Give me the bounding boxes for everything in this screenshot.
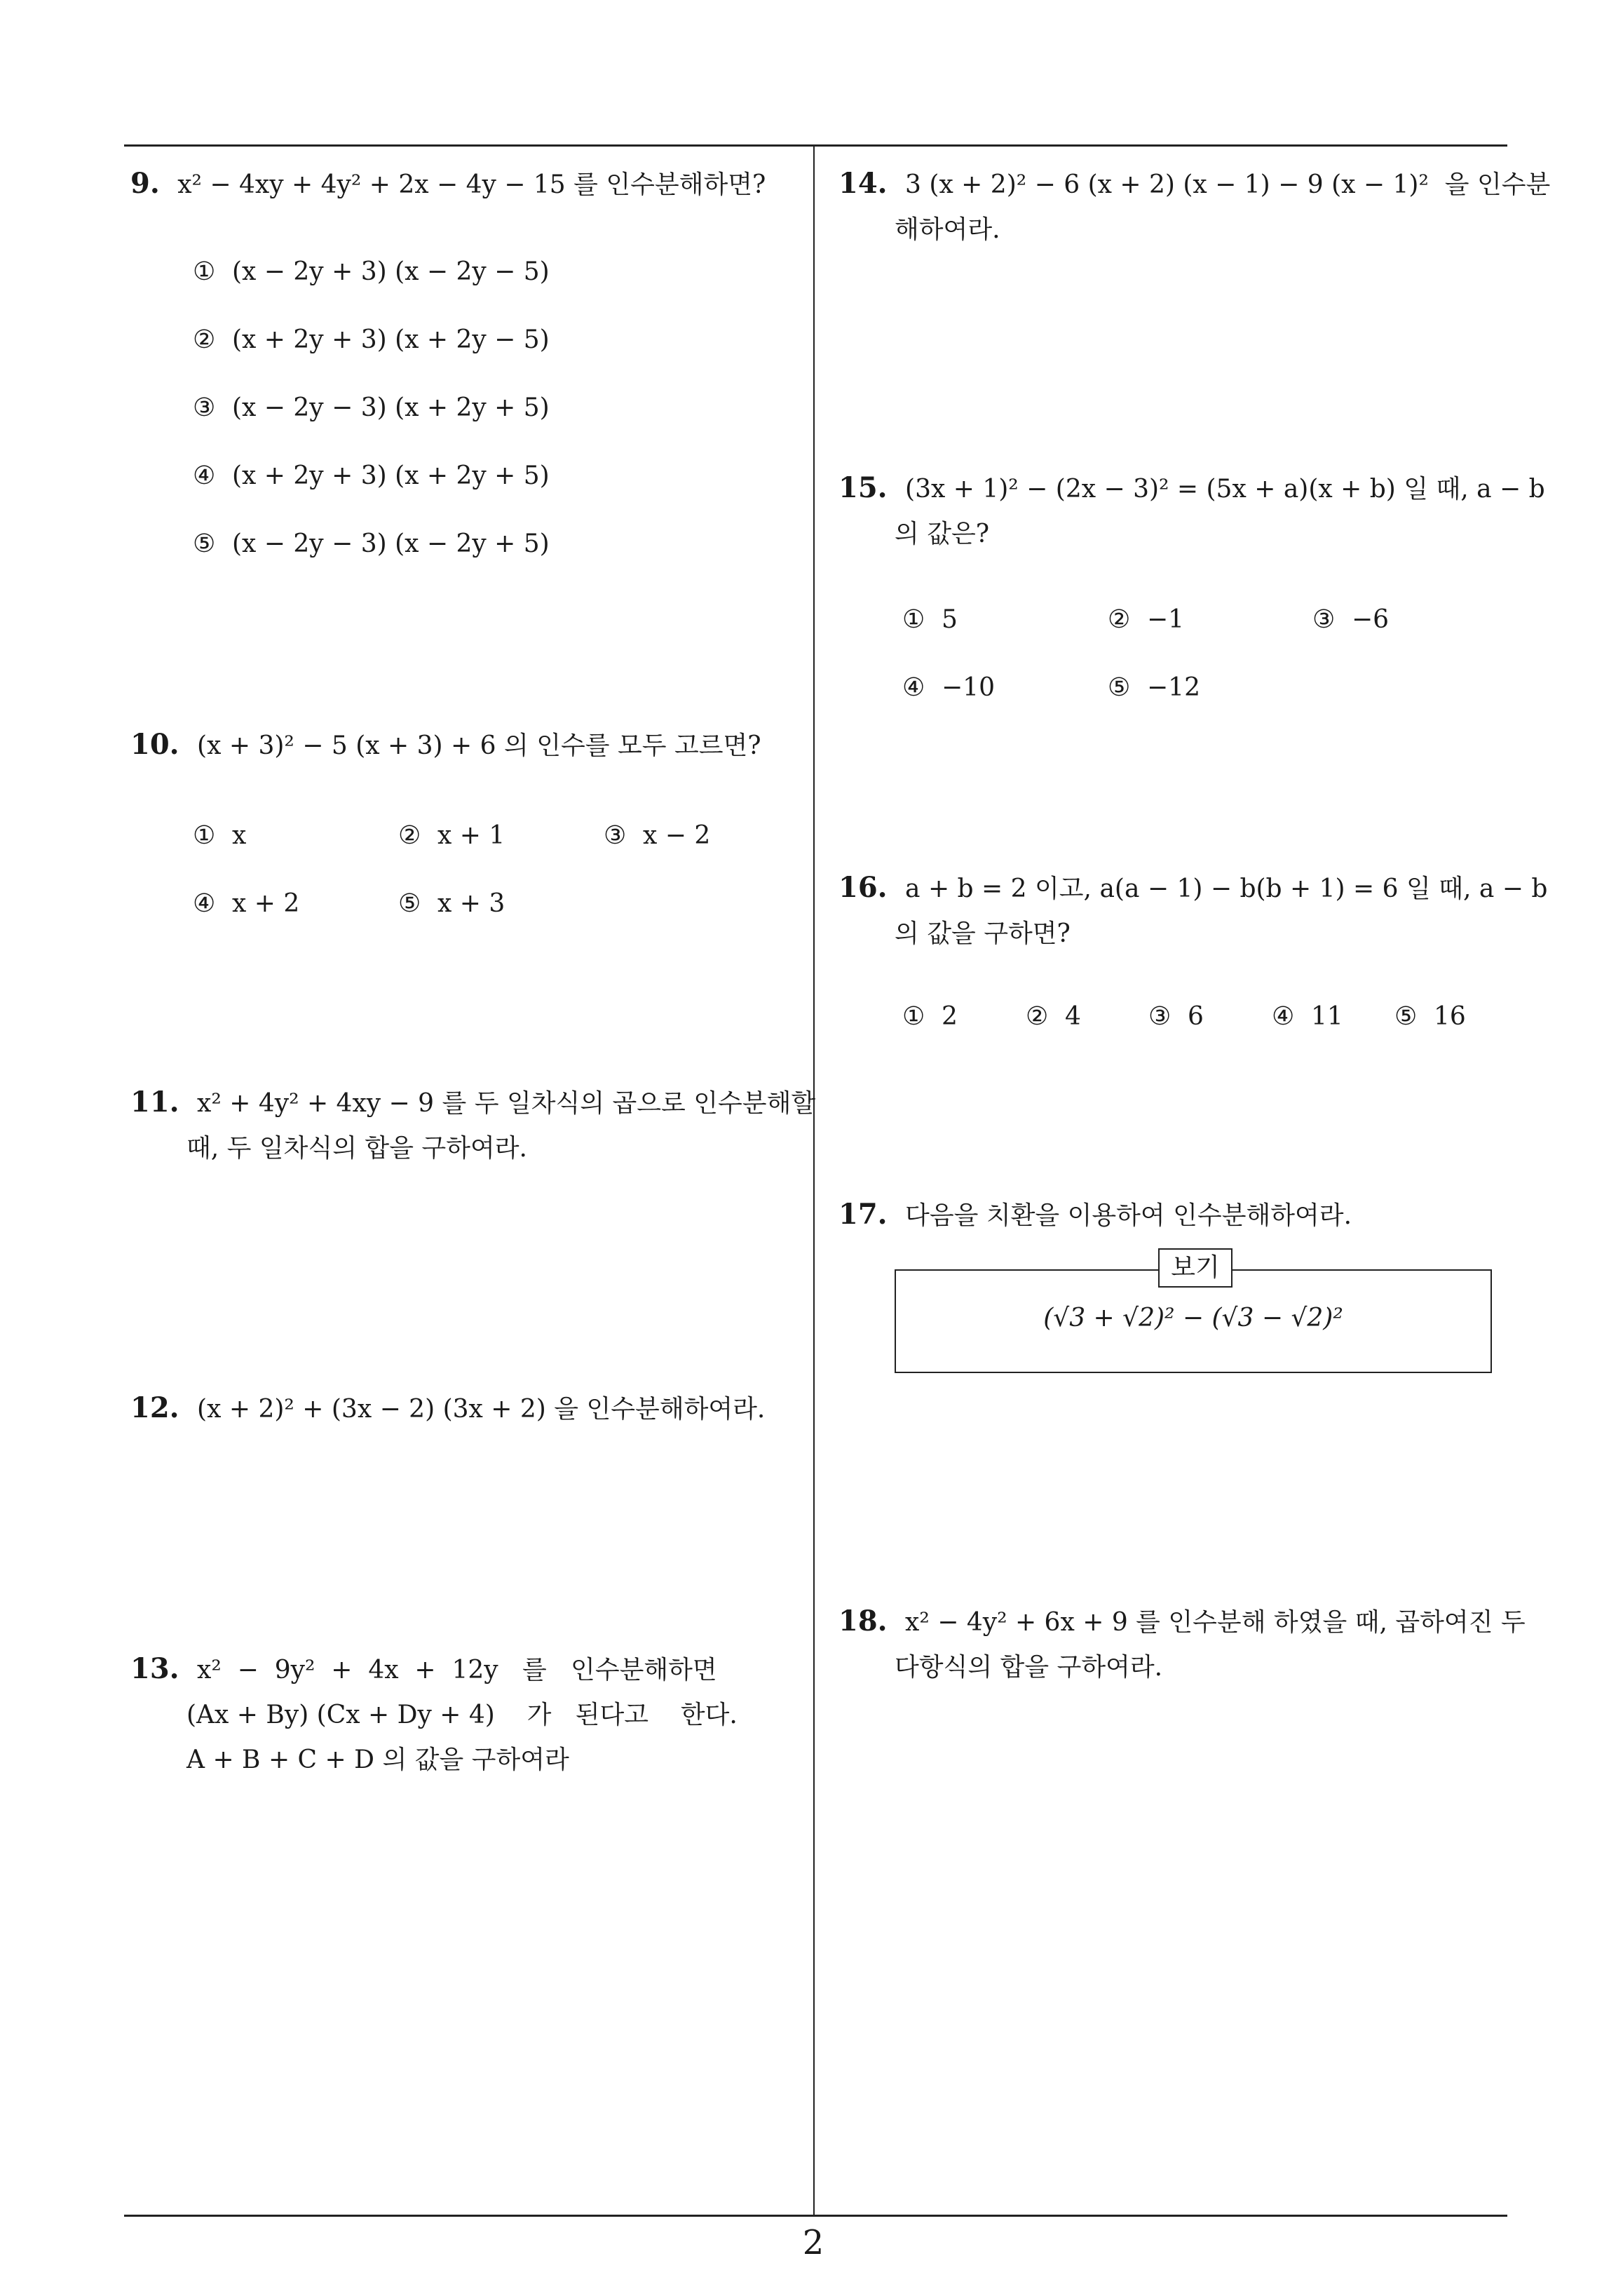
question-number: 9. — [130, 167, 160, 200]
question-number: 18. — [838, 1605, 888, 1637]
question-15 — [838, 466, 1545, 557]
option-mark: ③ — [193, 393, 216, 422]
option-mark: ① — [193, 257, 216, 286]
option-mark: ⑤ — [398, 889, 421, 918]
column-divider — [813, 144, 815, 2217]
option-mark: ① — [902, 605, 925, 634]
option-mark: ② — [398, 821, 421, 850]
bogi-label: 보기 — [1158, 1248, 1232, 1288]
option-mark: ② — [193, 325, 216, 354]
option-text: x + 2 — [232, 889, 300, 918]
option-text: (x − 2y − 3) (x − 2y + 5) — [232, 529, 550, 558]
question-17 — [838, 1192, 1352, 1238]
question-stem-line-1: 3 (x + 2)² − 6 (x + 2) (x − 1) − 9 (x − 1)² 을 인수분 — [905, 170, 1551, 199]
q9-option-3[interactable] — [193, 391, 550, 425]
question-stem-line-2: 해하여라. — [895, 215, 1000, 244]
option-mark: ④ — [193, 889, 216, 918]
question-number: 12. — [130, 1391, 179, 1424]
option-text: −1 — [1147, 605, 1185, 634]
q10-option-5[interactable] — [398, 887, 505, 921]
q9-option-2[interactable] — [193, 323, 550, 357]
option-text: (x + 2y + 3) (x + 2y + 5) — [232, 461, 550, 490]
question-number: 13. — [130, 1652, 179, 1685]
question-stem-line-3: A + B + C + D 의 값을 구하여라 — [186, 1745, 569, 1774]
question-stem-line-2: 의 값을 구하면? — [895, 919, 1071, 948]
question-number: 16. — [838, 871, 888, 904]
option-mark: ② — [1026, 1002, 1049, 1031]
question-stem: (x + 3)² − 5 (x + 3) + 6 의 인수를 모두 고르면? — [197, 731, 761, 760]
page-number: 2 — [802, 2223, 824, 2262]
q10-option-2[interactable] — [398, 819, 505, 853]
q10-option-1[interactable] — [193, 819, 246, 853]
q10-option-3[interactable] — [604, 819, 710, 853]
q16-option-4[interactable] — [1272, 1000, 1343, 1034]
question-14 — [838, 161, 1550, 252]
question-18 — [838, 1599, 1526, 1690]
option-mark: ⑤ — [1108, 673, 1131, 702]
question-11 — [130, 1080, 815, 1171]
question-number: 17. — [838, 1198, 888, 1231]
option-mark: ⑤ — [193, 529, 216, 558]
option-text: (x − 2y + 3) (x − 2y − 5) — [232, 257, 550, 286]
bogi-expression: (√3 + √2)² − (√3 − √2)² — [1043, 1304, 1343, 1332]
option-text: −6 — [1352, 605, 1390, 634]
question-stem: (x + 2)² + (3x − 2) (3x + 2) 을 인수분해하여라. — [197, 1395, 766, 1424]
question-number: 10. — [130, 728, 179, 761]
q16-option-1[interactable] — [902, 1000, 958, 1034]
option-mark: ⑤ — [1394, 1002, 1418, 1031]
option-text: x + 1 — [437, 821, 505, 850]
option-text: (x − 2y − 3) (x + 2y + 5) — [232, 393, 550, 422]
question-stem: 다음을 치환을 이용하여 인수분해하여라. — [905, 1201, 1352, 1230]
q15-option-1[interactable] — [902, 603, 958, 637]
option-text: x + 3 — [437, 889, 505, 918]
question-number: 15. — [838, 471, 888, 504]
question-13 — [130, 1647, 738, 1783]
question-stem-line-1: x² − 4y² + 6x + 9 를 인수분해 하였을 때, 곱하여진 두 — [905, 1608, 1526, 1637]
option-text: 2 — [942, 1002, 958, 1031]
option-mark: ③ — [1312, 605, 1336, 634]
q16-option-2[interactable] — [1026, 1000, 1081, 1034]
question-stem: x² − 4xy + 4y² + 2x − 4y − 15 를 인수분해하면? — [177, 170, 766, 199]
question-stem-line-2: 때, 두 일차식의 합을 구하여라. — [186, 1134, 527, 1163]
q15-option-4[interactable] — [902, 671, 995, 705]
q15-option-2[interactable] — [1108, 603, 1184, 637]
question-stem-line-2: 의 값은? — [895, 520, 990, 548]
question-stem-line-2: (Ax + By) (Cx + Dy + 4) 가 된다고 한다. — [186, 1701, 738, 1729]
question-number: 14. — [838, 167, 888, 200]
q15-option-5[interactable] — [1108, 671, 1200, 705]
question-12 — [130, 1386, 765, 1432]
option-mark: ① — [193, 821, 216, 850]
q15-option-3[interactable] — [1312, 603, 1389, 637]
q9-option-1[interactable] — [193, 255, 550, 289]
option-mark: ④ — [193, 461, 216, 490]
q16-option-3[interactable] — [1148, 1000, 1204, 1034]
top-rule — [124, 144, 1507, 147]
option-mark: ② — [1108, 605, 1131, 634]
option-text: −12 — [1147, 673, 1200, 702]
option-mark: ④ — [1272, 1002, 1295, 1031]
option-text: 16 — [1434, 1002, 1466, 1031]
option-text: −10 — [942, 673, 995, 702]
question-9 — [130, 161, 766, 208]
q9-option-4[interactable] — [193, 459, 550, 493]
option-text: x − 2 — [643, 821, 711, 850]
q9-option-5[interactable] — [193, 527, 550, 561]
option-mark: ③ — [604, 821, 627, 850]
q16-option-5[interactable] — [1394, 1000, 1466, 1034]
question-stem-line-2: 다항식의 합을 구하여라. — [895, 1653, 1163, 1682]
question-stem-line-1: x² + 4y² + 4xy − 9 를 두 일차식의 곱으로 인수분해할 — [197, 1089, 816, 1118]
option-text: 11 — [1311, 1002, 1343, 1031]
option-mark: ④ — [902, 673, 925, 702]
option-mark: ① — [902, 1002, 925, 1031]
question-number: 11. — [130, 1086, 179, 1119]
option-text: (x + 2y + 3) (x + 2y − 5) — [232, 325, 550, 354]
bottom-rule — [124, 2215, 1507, 2217]
question-16 — [838, 865, 1547, 957]
question-stem-line-1: (3x + 1)² − (2x − 3)² = (5x + a)(x + b) 일 때, a − b — [905, 475, 1545, 504]
option-text: x — [232, 821, 247, 850]
question-stem-line-1: a + b = 2 이고, a(a − 1) − b(b + 1) = 6 일 때, a − b — [905, 874, 1548, 903]
question-10 — [130, 722, 761, 769]
option-text: 4 — [1065, 1002, 1081, 1031]
question-stem-line-1: x² − 9y² + 4x + 12y 를 인수분해하면 — [197, 1656, 717, 1684]
q10-option-4[interactable] — [193, 887, 299, 921]
option-text: 6 — [1188, 1002, 1204, 1031]
option-mark: ③ — [1148, 1002, 1172, 1031]
option-text: 5 — [942, 605, 958, 634]
